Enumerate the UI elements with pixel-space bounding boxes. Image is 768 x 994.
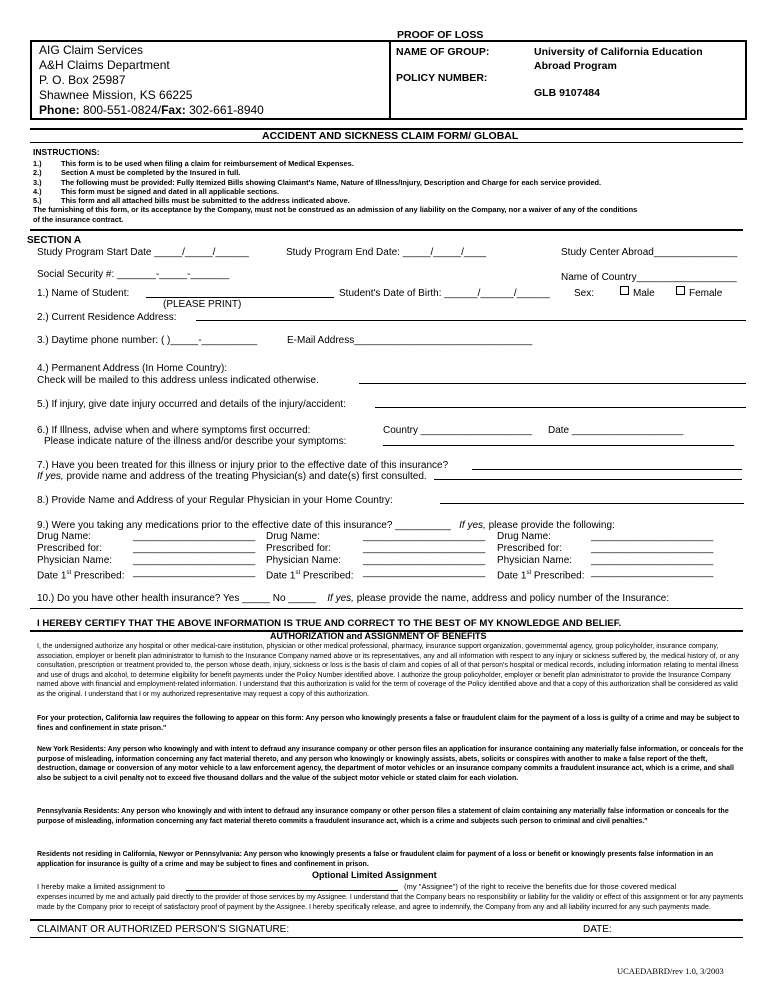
policy-number: GLB 9107484: [534, 87, 600, 99]
section-a-rule: [30, 229, 743, 231]
medication-column-1: [37, 531, 125, 582]
ssn-field[interactable]: Social Security #: _______-_____-_______: [37, 269, 230, 280]
if-yes-label: If yes,: [327, 593, 354, 604]
drug-name-input[interactable]: ______________________: [363, 531, 486, 542]
signature-date-input[interactable]: [616, 924, 736, 936]
country-name-field[interactable]: Name of Country__________________: [561, 272, 737, 283]
email-field[interactable]: E-Mail Address________________________________: [287, 335, 533, 346]
authorization-title: AUTHORIZATION and ASSIGNMENT OF BENEFITS: [270, 631, 487, 641]
other-insurance-followup: please provide the name, address and policy number of the Insurance:: [353, 593, 670, 604]
instruction-item: 3.) The following must be provided: Fully Itemized Bills showing Claimant's Name, Nature of Illness/Injury, Description and Charge for each service provided.: [33, 177, 602, 187]
other-insurance-text: 10.) Do you have other health insurance? Yes _____ No _____: [37, 593, 317, 604]
other-residents-notice: Residents not residing in California, Newyor or Pennsylvania: Any person who knowingly presents a false or fraudulent claim for payment of a loss or benefit or knowingly presents false information in an application for insurance is guilty of a crime and may be subject to fines and confinement in prison.: [37, 851, 714, 868]
phone-number: 800-551-0824/: [83, 103, 162, 117]
prior-treatment-label: 7.) Have you been treated for this illness or injury prior to the effective date of this insurance?: [37, 460, 449, 471]
residence-address-label: 2.) Current Residence Address:: [37, 312, 177, 323]
company-address: [39, 43, 264, 118]
group-value: [534, 46, 703, 73]
female-label: Female: [689, 288, 723, 299]
phone-label: Phone:: [39, 103, 80, 117]
company-line: AIG Claim Services: [39, 43, 144, 57]
instructions-heading: INSTRUCTIONS:: [33, 147, 100, 157]
optional-assignment-title: Optional Limited Assignment: [312, 870, 437, 880]
instruction-item: 1.) This form is to be used when filing a claim for reimbursement of Medical Expenses.: [33, 159, 354, 168]
regular-physician-label: 8.) Provide Name and Address of your Regular Physician in your Home Country:: [37, 495, 393, 506]
medications-followup: please provide the following:: [485, 520, 615, 531]
authorization-paragraph: I, the undersigned authorize any hospital or other medical-care institution, physician or other medical professional, pharmacy, insurance support organization, governmental agency, group policyholder, insurance company, association, employer or benefit plan administrator to furnish to the Insurance Company named above or its representatives, any and all information with respect to any injury or sickness suffered by, the medical history of, or any consultation, prescription or treatment provided to, the person whose death, injury, sickness or loss is the basis of claim and copies of all of that person's hospital or medical records, including information relating to mental illness and use of drugs and alcohol, to determine eligibility for benefit payments under the Policy Number identified above. I authorize the group policyholder, employer or benefit plan administrator to provide the Insurance Company named above with financial and employment-related information. I understand that this authorization is valid for the term of coverage of the Policy identified above and that a copy of this authorization shall be considered as valid as the original. I understand that I or my authorized representative may request a copy of this authorization.: [37, 643, 740, 698]
group-label: NAME OF GROUP:: [396, 46, 490, 58]
phone-fax-line: [39, 103, 264, 118]
instructions-list: [33, 159, 637, 224]
study-center-field[interactable]: Study Center Abroad_______________: [561, 247, 738, 258]
disclaimer-line: The furnishing of this form, or its acceptance by the Company, must not be construed as an admission of any liability on the Company, nor a waiver of any of the conditions: [33, 205, 638, 215]
assignee-input[interactable]: [186, 890, 398, 891]
signature-label: CLAIMANT OR AUTHORIZED PERSON'S SIGNATURE:: [37, 924, 290, 935]
proof-of-loss-label: PROOF OF LOSS: [397, 29, 484, 41]
physician-name-label: Physician Name:: [266, 555, 342, 566]
student-name-label: 1.) Name of Student:: [37, 288, 130, 299]
signature-rule: [30, 937, 743, 938]
date-prescribed-input[interactable]: ______________________: [591, 567, 714, 578]
sex-female-option[interactable]: [676, 286, 722, 299]
injury-details-input[interactable]: [375, 407, 746, 408]
disclaimer-line: of the insurance contract.: [33, 214, 124, 224]
prescribed-for-input[interactable]: ______________________: [363, 543, 486, 554]
physician-name-label: Physician Name:: [37, 555, 113, 566]
study-end-date-field[interactable]: Study Program End Date: _____/_____/____: [286, 247, 487, 258]
prescribed-for-label: Prescribed for:: [497, 543, 563, 554]
female-checkbox[interactable]: [676, 286, 685, 295]
form-revision-footer: UCAEDABRD/rev 1.0, 3/2003: [617, 966, 724, 976]
drug-name-label: Drug Name:: [497, 531, 551, 542]
if-yes-label: If yes,: [459, 520, 486, 531]
date-prescribed-input[interactable]: ______________________: [363, 567, 486, 578]
illness-country-field[interactable]: Country ____________________: [383, 425, 533, 436]
date-label: DATE:: [583, 924, 612, 935]
fax-number: 302-661-8940: [189, 103, 264, 117]
other-insurance-question[interactable]: [37, 593, 669, 604]
date-prescribed-label: Date 1st Prescribed:: [266, 570, 354, 582]
injury-details-label: 5.) If injury, give date injury occurred and details of the injury/accident:: [37, 399, 346, 410]
group-value-line: Abroad Program: [534, 59, 617, 72]
drug-name-label: Drug Name:: [266, 531, 320, 542]
medications-question[interactable]: [37, 520, 615, 531]
daytime-phone-field[interactable]: 3.) Daytime phone number: ( )_____-__________: [37, 335, 258, 346]
date-prescribed-input[interactable]: ______________________: [133, 567, 256, 578]
assignment-rule: [30, 919, 743, 921]
physician-name-label: Physician Name:: [497, 555, 573, 566]
policy-label: POLICY NUMBER:: [396, 72, 488, 84]
medication-column-2: [266, 531, 354, 582]
illness-nature-input[interactable]: [383, 445, 734, 446]
company-line: Shawnee Mission, KS 66225: [39, 88, 193, 102]
company-line: A&H Claims Department: [39, 58, 170, 72]
treating-physician-text: provide name and address of the treating Physician(s) and date(s) first consulted.: [63, 471, 427, 482]
title-rule-bottom: [30, 142, 743, 143]
header-divider: [389, 40, 391, 119]
prescribed-for-label: Prescribed for:: [266, 543, 332, 554]
treating-physician-label: [37, 471, 427, 482]
assignment-lead: I hereby make a limited assignment to: [37, 882, 165, 891]
residence-address-input[interactable]: [196, 320, 746, 321]
assignment-paragraph: expenses incurred by me and actually paid directly to the provider of those services by my Assignee. I understand that the Company bears no responsibility or liability for the validity or effect of this assignment or for any payments made by the Company prior to receipt of satisfactory proof of payment by the Assignee. I hereby specifically release, and agree to indemnify, the Company from any and all liability incurred for any such payments made.: [37, 894, 744, 911]
assignment-rights: (my "Assignee") of the right to receive the benefits due for those covered medical: [404, 882, 677, 891]
sex-male-option[interactable]: [620, 286, 655, 299]
date-of-birth-field[interactable]: Student's Date of Birth: ______/______/______: [339, 288, 550, 299]
physician-name-input[interactable]: ______________________: [133, 555, 256, 566]
prescribed-for-label: Prescribed for:: [37, 543, 103, 554]
form-title: ACCIDENT AND SICKNESS CLAIM FORM/ GLOBAL: [262, 130, 519, 142]
if-yes-label: If yes,: [37, 471, 64, 482]
male-checkbox[interactable]: [620, 286, 629, 295]
drug-name-label: Drug Name:: [37, 531, 91, 542]
date-prescribed-label: Date 1st Prescribed:: [497, 570, 585, 582]
prior-treatment-input[interactable]: [472, 469, 742, 470]
date-prescribed-label: Date 1st Prescribed:: [37, 570, 125, 582]
permanent-address-label: 4.) Permanent Address (In Home Country):: [37, 363, 228, 374]
instruction-item: 2.) Section A must be completed by the Insured in full.: [33, 168, 241, 178]
physician-name-input[interactable]: ______________________: [591, 555, 714, 566]
permanent-address-input[interactable]: [359, 383, 746, 384]
company-line: P. O. Box 25987: [39, 73, 126, 87]
new-york-notice: New York Residents: Any person who knowingly and with intent to defraud any insurance company or other person files an application for insurance containing any materially false information, or conceals for the purpose of misleading, information concerning any fact material thereto, and any person who knowingly or knowingly assists, abets, solicits or conspires with another to make a false report of the theft, destruction, damage or conversion of any motor vehicle to a law enforcement agency, the department of motor vehicles or an insurance company commits a fraudulent insurance act, which is a crime, and shall also be subject to a civil penalty not to exceed five thousand dollars and the value of the subject motor vehicle or stated claim for each violation.: [37, 746, 744, 782]
fax-label: Fax:: [161, 103, 186, 117]
medications-text: 9.) Were you taking any medications prior to the effective date of this insurance? __________: [37, 520, 451, 531]
pennsylvania-notice: Pennsylvania Residents: Any person who knowingly and with intent to defraud any insurance company or other person files a statement of claim containing any materially false information or conceals for the purpose of misleading, information concerning any fact material thereto commits a fraudulent insurance act, which is a crime and subjects such person to criminal and civil penalties.": [37, 808, 729, 825]
illness-symptoms-label: 6.) If Illness, advise when and where symptoms first occurred:: [37, 425, 311, 436]
drug-name-input[interactable]: ______________________: [133, 531, 256, 542]
physician-name-input[interactable]: ______________________: [363, 555, 486, 566]
instruction-item: 5.) This form and all attached bills must be submitted to the address indicated above.: [33, 196, 350, 206]
treating-physician-input[interactable]: [434, 479, 742, 480]
sex-label: Sex:: [574, 288, 595, 299]
other-insurance-rule: [30, 608, 743, 609]
signature-input[interactable]: [300, 924, 570, 936]
prescribed-for-input[interactable]: ______________________: [133, 543, 256, 554]
illness-nature-label: Please indicate nature of the illness and/or describe your symptoms:: [44, 436, 347, 447]
instruction-item: 4.) This form must be signed and dated in all applicable sections.: [33, 186, 280, 196]
medication-inputs-2[interactable]: [363, 531, 485, 579]
medication-inputs-1[interactable]: [133, 531, 255, 579]
illness-date-field[interactable]: Date ____________________: [548, 425, 684, 436]
prescribed-for-input[interactable]: ______________________: [591, 543, 714, 554]
california-notice: For your protection, California law requires the following to appear on this form: Any person who knowingly presents a false or fraudulent claim for the payment of a loss is guilty of a crime and may be subject to fines and confinement in state prison.": [37, 715, 740, 732]
male-label: Male: [633, 288, 655, 299]
student-name-input[interactable]: [146, 297, 334, 298]
regular-physician-input[interactable]: [440, 503, 744, 504]
study-start-date-field[interactable]: Study Program Start Date _____/_____/______: [37, 247, 249, 258]
drug-name-input[interactable]: ______________________: [591, 531, 714, 542]
group-value-line: University of California Education: [534, 46, 703, 58]
check-mail-note: Check will be mailed to this address unless indicated otherwise.: [37, 375, 319, 386]
please-print-note: (PLEASE PRINT): [163, 299, 242, 310]
certification-statement: I HEREBY CERTIFY THAT THE ABOVE INFORMATION IS TRUE AND CORRECT TO THE BEST OF MY KNOWLEDGE AND BELIEF.: [37, 618, 622, 629]
medication-column-3: [497, 531, 585, 582]
section-a-label: SECTION A: [27, 235, 82, 246]
medication-inputs-3[interactable]: [591, 531, 713, 579]
